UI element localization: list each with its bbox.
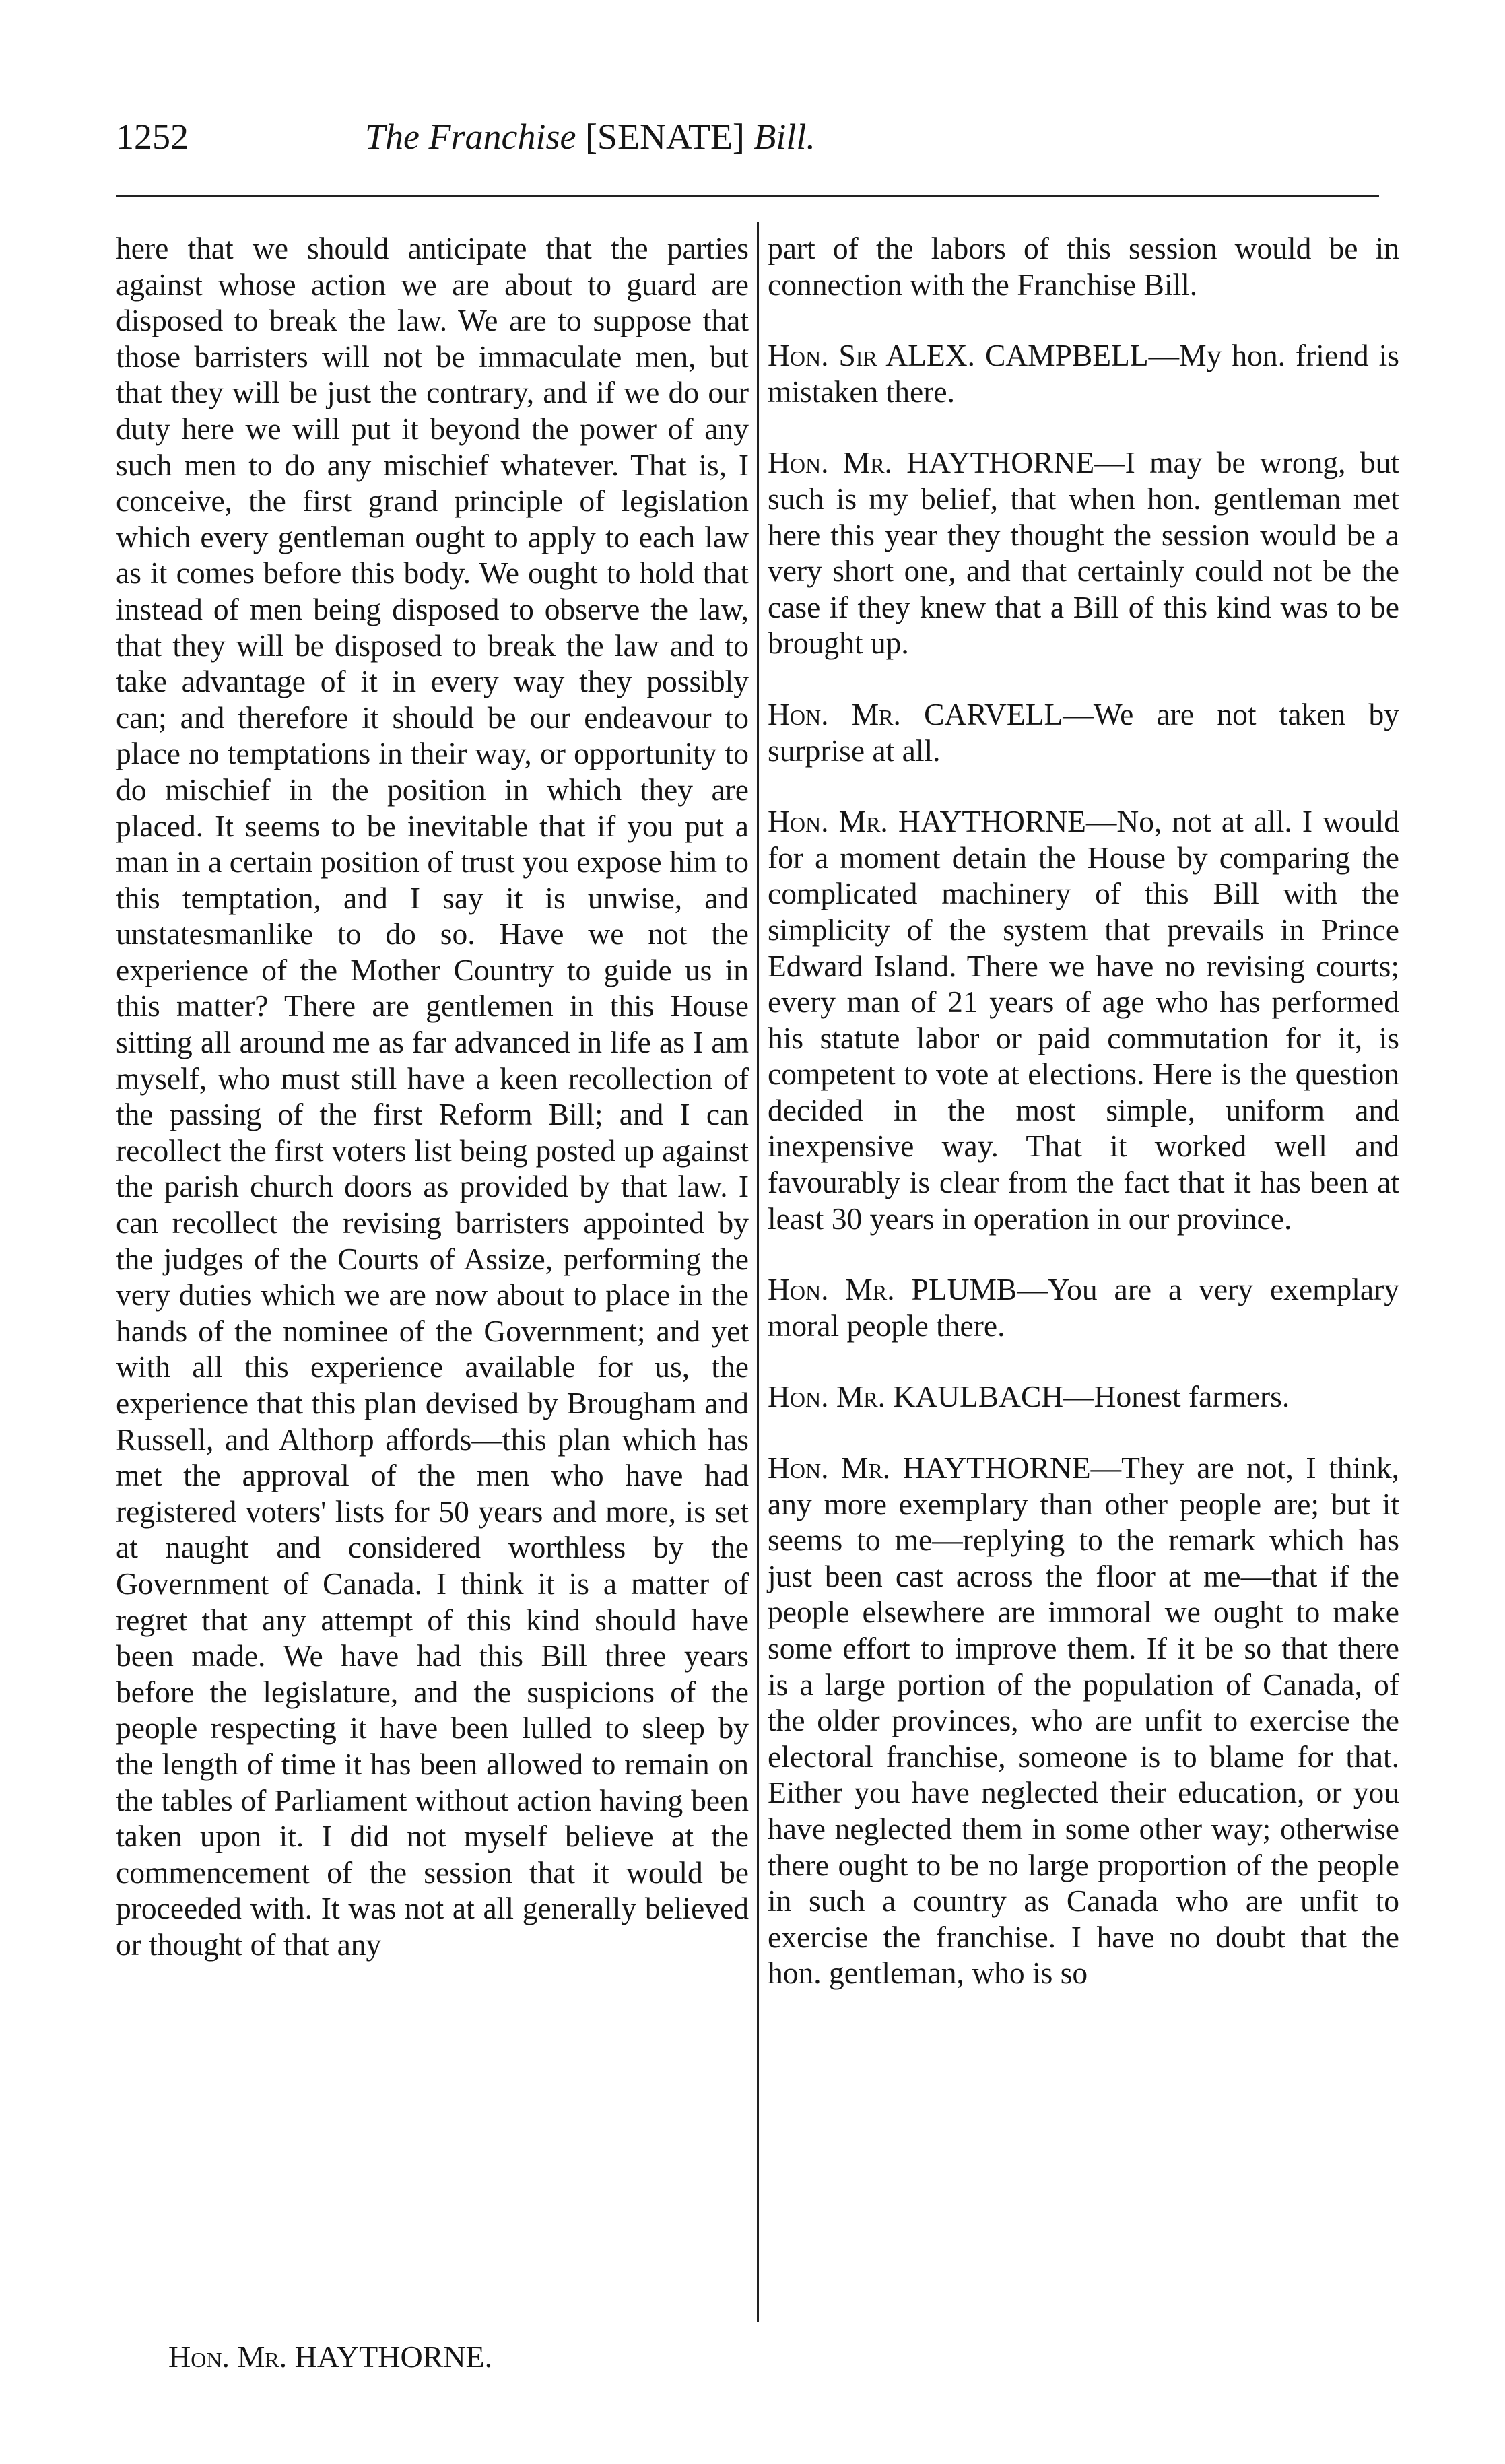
page-footer: Hon. Mr. HAYTHORNE. [168,2339,493,2374]
speech-paragraph [768,1450,1399,1991]
speech-paragraph [768,803,1399,1236]
speaker-name: Hon. Mr. CARVELL [768,696,1063,731]
speech-paragraph [768,1271,1399,1343]
running-title-right: Bill. [754,116,815,157]
speaker-name: Hon. Mr. HAYTHORNE [768,445,1095,480]
page-number: 1252 [116,116,189,157]
speaker-name: Hon. Mr. HAYTHORNE [768,804,1086,839]
running-title [365,113,815,160]
speaker-name: Hon. Mr. PLUMB [768,1272,1017,1307]
speech-text: —No, not at all. I would for a moment detain the House by comparing the complicated machinery of this Bill with the simplicity of the system that prevails in Prince Edward Island. There we have no revising courts; every man of 21 years of age who has performed his statute labor or paid commutation for it, is competent to vote at elections. Here is the question decided in the most simple, uniform and inexpensive way. That it worked well and favourably is clear from the fact that it has been at least 30 years in operation in our province. [768,804,1399,1236]
page-header [116,113,1395,160]
left-column [116,230,749,1963]
running-title-center: [SENATE] [584,116,745,157]
left-paragraph: here that we should anticipate that the parties against whose action we are about to guard are disposed to break the law. We are to suppose that those barristers will not be immaculate men, but that they will be just the contrary, and if we do our duty here we will put it beyond the power of any such men to do any mischief whatever. That is, I conceive, the first grand principle of legislation which every gentleman ought to apply to each law as it comes before this body. We ought to hold that instead of men being disposed to observe the law, that they will be disposed to break the law and to take advantage of it in every way they possibly can; and therefore it should be our endeavour to place no temptations in their way, or opportunity to do mischief in the position in which they are placed. It seems to be inevitable that if you put a man in a certain position of trust you expose him to this temptation, and I say it is unwise, and unstatesmanlike to do so. Have we not the experience of the Mother Country to guide us in this matter? There are gentlemen in this House sitting all around me as far advanced in life as I am myself, who must still have a keen recollection of the passing of the first Reform Bill; and I can recollect the first voters list being posted up against the parish church doors as provided by that law. I can recollect the revising barristers appointed by the judges of the Courts of Assize, performing the very duties which we are now about to place in the hands of the nominee of the Government; and yet with all this experience available for us, the experience that this plan devised by Brougham and Russell, and Althorp affords—this plan which has met the approval of the men who have had registered voters' lists for 50 years and more, is set at naught and considered worthless by the Government of Canada. I think it is a matter of regret that any attempt of this kind should have been made. We have had this Bill three years before the legislature, and the suspicions of the people respecting it have been lulled to sleep by the length of time it has been allowed to remain on the tables of Parliament without action having been taken upon it. I did not myself believe at the commencement of the session that it would be proceeded with. It was not at all generally believed or thought of that any [116,231,749,1962]
speech-text: —They are not, I think, any more exemplary than other people are; but it seems to me—replying to the remark which has just been cast across the floor at me—that if the people elsewhere are immoral we ought to make some effort to improve them. If it be so that there is a large portion of the population of Canada, of the older provinces, who are unfit to exercise the electoral franchise, someone is to blame for that. Either you have neglected their education, or you have neglected them in some other way; otherwise there ought to be no large proportion of the people in such a country as Canada who are unfit to exercise the franchise. I have no doubt that the hon. gentleman, who is so [768,1451,1399,1991]
speaker-name: Hon. Sir ALEX. CAMPBELL [768,338,1149,373]
column-divider [757,222,759,2322]
speech-paragraph [768,696,1399,768]
speech-text: —My hon. friend is mistaken there. [768,338,1399,409]
speaker-name: Hon. Mr. HAYTHORNE [768,1451,1091,1486]
speech-text: part of the labors of this session would be in connection with the Franchise Bill. [768,231,1399,302]
right-paragraph [768,230,1399,302]
speech-paragraph [768,337,1399,409]
speaker-name: Hon. Mr. KAULBACH [768,1379,1064,1414]
running-title-left: The Franchise [365,116,576,157]
speech-paragraph [768,444,1399,661]
speech-text: —I may be wrong, but such is my belief, that when hon. gentleman met here this year they thought the session would be a very short one, and that certainly could not be the case if they knew that a Bill of this kind was to be brought up. [768,445,1399,661]
speech-paragraph [768,1378,1399,1415]
speech-text: —Honest farmers. [1063,1379,1290,1414]
speech-text: —You are a very exemplary moral people there. [768,1272,1399,1343]
header-rule [116,195,1379,197]
right-column [768,230,1399,1991]
speech-text: —We are not taken by surprise at all. [768,696,1399,768]
